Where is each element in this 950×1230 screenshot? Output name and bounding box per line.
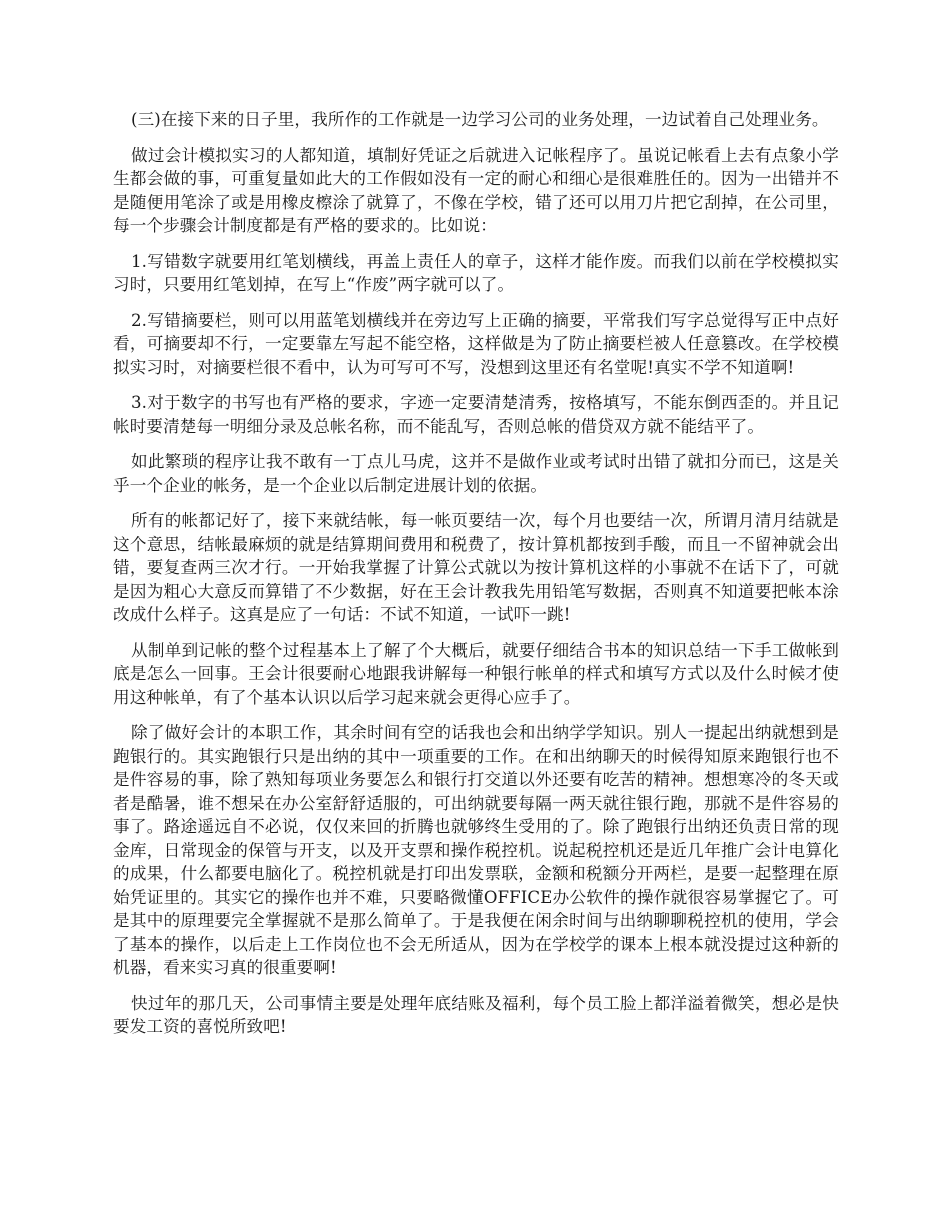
paragraph-summary-of-process: 从制单到记帐的整个过程基本上了解了个大概后，就要仔细结合书本的知识总结一下手工做帐到底是怎么一回事。王会计很要耐心地跟我讲解每一种银行帐单的样式和填写方式以及什么时候才使用这种帐单，有了个基本认识以后学习起来就会更得心应手了。 xyxy=(113,640,839,707)
paragraph-rule-1-wrong-number: 1.写错数字就要用红笔划横线，再盖上责任人的章子，这样才能作废。而我们以前在学校模拟实习时，只要用红笔划掉，在写上“作废”两字就可以了。 xyxy=(113,251,839,294)
paragraph-section-three-intro: (三)在接下来的日子里，我所作的工作就是一边学习公司的业务处理，一边试着自己处理业务。 xyxy=(131,110,829,129)
paragraph-rule-2-wrong-summary: 2.写错摘要栏，则可以用蓝笔划横线并在旁边写上正确的摘要，平常我们写字总觉得写正中点好看，可摘要却不行，一定要靠左写起不能空格，这样做是为了防止摘要栏被人任意篡改。在学校模拟实习时，对摘要栏很不看中，认为可写可不写，没想到这里还有名堂呢!真实不学不知道啊! xyxy=(113,310,839,377)
document-body xyxy=(113,108,839,1051)
paragraph-careful-procedure: 如此繁琐的程序让我不敢有一丁点儿马虎，这并不是做作业或考试时出错了就扣分而已，这是关乎一个企业的帐务，是一个企业以后制定进展计划的依据。 xyxy=(113,452,839,495)
paragraph-bookkeeping-process: 做过会计模拟实习的人都知道，填制好凭证之后就进入记帐程序了。虽说记帐看上去有点象小学生都会做的事，可重复量如此大的工作假如没有一定的耐心和细心是很难胜任的。因为一出错并不是随便用笔涂了或是用橡皮檫涂了就算了，不像在学校，错了还可以用刀片把它刮掉，在公司里，每一个步骤会计制度都是有严格的要求的。比如说： xyxy=(113,145,839,235)
paragraph-cashier-work: 除了做好会计的本职工作，其余时间有空的话我也会和出纳学学知识。别人一提起出纳就想到是跑银行的。其实跑银行只是出纳的其中一项重要的工作。在和出纳聊天的时候得知原来跑银行也不是件容易的事，除了熟知每项业务要怎么和银行打交道以外还要有吃苦的精神。想想寒冷的冬天或者是酷暑，谁不想呆在办公室舒舒适服的，可出纳就要每隔一两天就往银行跑，那就不是件容易的事了。路途遥远自不必说，仅仅来回的折腾也就够终生受用的了。除了跑银行出纳还负责日常的现金库，日常现金的保管与开支，以及开支票和操作税控机。说起税控机还是近几年推广会计电算化的成果，什么都要电脑化了。税控机就是打印出发票联，金额和税额分开两栏，是要一起整理在原始凭证里的。其实它的操作也并不难，只要略微懂OFFICE办公软件的操作就很容易掌握它了。可是其中的原理要完全掌握就不是那么简单了。于是我便在闲余时间与出纳聊聊税控机的使用，学会了基本的操作，以后走上工作岗位也不会无所适从，因为在学校学的课本上根本就没提过这种新的机器，看来实习真的很重要啊! xyxy=(113,723,839,977)
paragraph-year-end: 快过年的那几天，公司事情主要是处理年底结账及福利，每个员工脸上都洋溢着微笑，想必是快要发工资的喜悦所致吧! xyxy=(113,993,839,1036)
paragraph-closing-accounts: 所有的帐都记好了，接下来就结帐，每一帐页要结一次，每个月也要结一次，所谓月清月结就是这个意思，结帐最麻烦的就是结算期间费用和税费了，按计算机都按到手酸，而且一不留神就会出错，要复查两三次才行。一开始我掌握了计算公式就以为按计算机这样的小事就不在话下了，可就是因为粗心大意反而算错了不少数据，好在王会计教我先用铅笔写数据，否则真不知道要把帐本涂改成什么样子。这真是应了一句话：不试不知道，一试吓一跳! xyxy=(113,511,839,624)
paragraph-rule-3-number-writing: 3.对于数字的书写也有严格的要求，字迹一定要清楚清秀，按格填写，不能东倒西歪的。并且记帐时要清楚每一明细分录及总帐名称，而不能乱写，否则总帐的借贷双方就不能结平了。 xyxy=(113,393,839,436)
